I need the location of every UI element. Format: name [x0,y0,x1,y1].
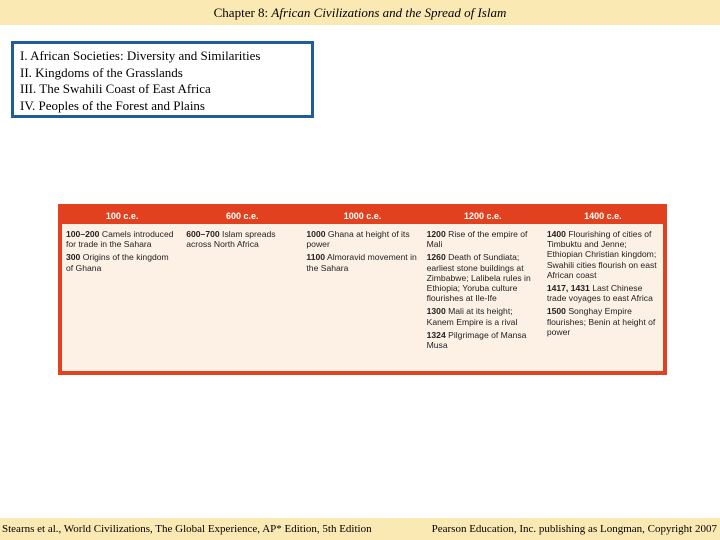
outline-item: III. The Swahili Coast of East Africa [20,81,211,96]
timeline-event-date: 1500 [546,306,566,317]
timeline-event [427,330,539,350]
footer-citation: Stearns et al., World Civilizations, The Global Experience, AP* Edition, 5th Edition [2,523,372,535]
timeline-event-text: Last Chinese trade voyages to east Africa [546,283,653,304]
outline-box [11,41,314,118]
timeline-event-date: 1000 [306,229,326,239]
chapter-prefix: Chapter 8: [213,5,272,20]
timeline-figure [58,204,667,375]
timeline-period-column [182,229,302,353]
timeline-event-date: 100–200 [66,229,100,239]
timeline-event-date: 1324 [426,329,446,340]
timeline-event [66,229,178,249]
timeline-event-text: Almoravid movement in the Sahara [306,252,417,273]
timeline-event-text: Pilgrimage of Mansa Musa [426,329,527,351]
timeline-event [427,252,539,303]
timeline-event [306,252,418,272]
slide-footer [0,518,720,540]
timeline-event-text: Flourishing of cities of Timbuktu and Jenne; Ethiopian Christian kingdom; Swahili cities flourish on east African coast [546,229,657,280]
timeline-event [547,229,659,280]
timeline-columns [62,224,663,353]
timeline-event-date: 300 [66,252,81,263]
timeline-period-column [543,229,663,353]
timeline-event-text: Rise of the empire of Mali [426,229,528,250]
timeline-event-text: Ghana at height of its power [306,229,410,250]
timeline-event-date: 1200 [426,229,446,239]
timeline-event [547,306,659,337]
timeline-event [547,283,659,303]
timeline-period-column [62,229,182,353]
timeline-event [306,229,418,249]
outline-item: I. African Societies: Diversity and Similarities [20,48,261,63]
timeline-period-heading: 1000 c.e. [343,211,382,221]
timeline-event-date: 1300 [426,306,446,317]
timeline-period-heading: 600 c.e. [226,211,259,221]
timeline-event-text: Origins of the kingdom of Ghana [66,252,169,273]
timeline-event-text: Mali at its height; Kanem Empire is a rival [426,306,518,327]
timeline-event-date: 1260 [426,252,446,263]
chapter-title: African Civilizations and the Spread of Islam [271,5,507,20]
timeline-body [62,208,663,371]
timeline-event-date: 600–700 [186,229,220,239]
timeline-period-heading: 1200 c.e. [463,211,502,221]
timeline-period-column [423,229,543,353]
timeline-event-text: Camels introduced for trade in the Sahara [66,229,174,250]
timeline-event-text: Death of Sundiata; earliest stone buildings at Zimbabwe; Lalibela rules in Ethiopia; Yoruba culture flourishes at Ile-Ife [426,252,531,304]
timeline-event-date: 1417, 1431 [546,283,590,294]
timeline-event [66,252,178,272]
timeline-period-column [302,229,422,353]
timeline-period-heading: 100 c.e. [105,211,139,221]
outline-item: II. Kingdoms of the Grasslands [20,64,183,80]
timeline-event-text: Songhay Empire flourishes; Benin at height of power [546,306,656,337]
timeline-event [427,229,539,249]
timeline-event-text: Islam spreads across North Africa [186,229,276,250]
timeline-event [427,306,539,326]
timeline-event-date: 1100 [306,252,326,263]
outline-item: IV. Peoples of the Forest and Plains [20,97,205,113]
footer-copyright: Pearson Education, Inc. publishing as Longman, Copyright 2007 [431,523,717,535]
timeline-period-heading: 1400 c.e. [584,211,622,221]
timeline-event [186,229,298,249]
slide-title-bar [0,0,720,25]
timeline-event-date: 1400 [546,229,566,239]
timeline-header-row [62,208,663,224]
